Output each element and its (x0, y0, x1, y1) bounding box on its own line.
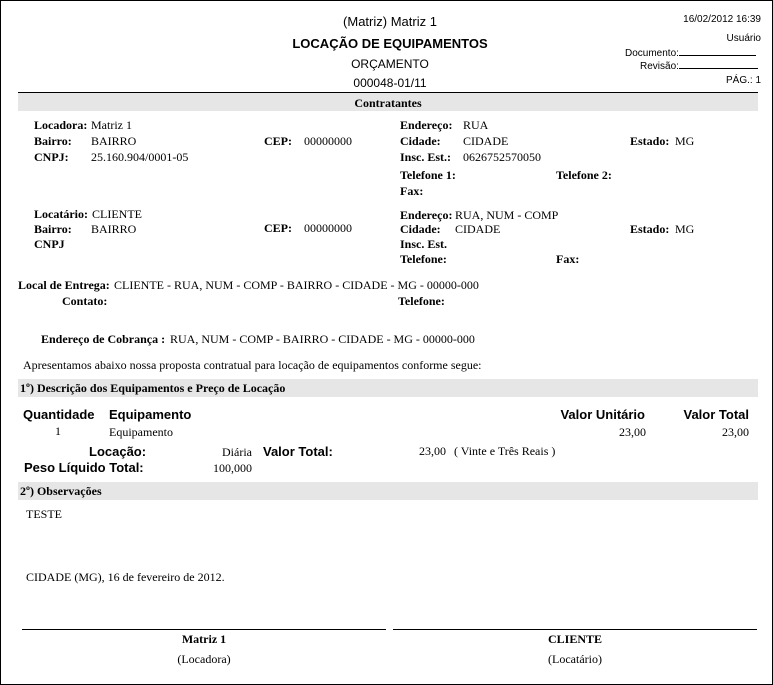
document-label: Documento: (625, 48, 679, 59)
locadora-cnpj-label: CNPJ: (34, 150, 69, 164)
locatario-cep: 00000000 (304, 221, 352, 235)
locadora-bairro: BAIRRO (91, 134, 137, 148)
locatario-endereco-label: Endereço: (400, 208, 453, 222)
contratantes-title: Contratantes (354, 96, 422, 110)
locadora-endereco: RUA (463, 118, 489, 132)
entrega-telefone-label: Telefone: (398, 294, 445, 308)
col-equipamento: Equipamento (109, 407, 192, 422)
locadora-tel1-label: Telefone 1: (400, 168, 456, 182)
signature-left-name: Matriz 1 (181, 632, 227, 646)
revision-label: Revisão: (640, 61, 679, 72)
locatario-cnpj-label: CNPJ (34, 237, 65, 251)
locadora-cep-label: CEP: (264, 134, 292, 148)
place-date: CIDADE (MG), 16 de fevereiro de 2012. (26, 570, 225, 584)
intro-text: Apresentamos abaixo nossa proposta contratual para locação de equipamentos conforme segue: (23, 358, 482, 372)
locatario-endereco: RUA, NUM - COMP (455, 208, 559, 222)
locadora-endereco-label: Endereço: (400, 118, 453, 132)
section1-title: 1º) Descrição dos Equipamentos e Preço de Locação (20, 381, 286, 395)
signature-left-role: (Locadora) (177, 652, 231, 666)
item-total: 23,00 (722, 425, 749, 439)
page-number: PÁG.: 1 (725, 75, 761, 86)
valor-total-value: 23,00 (419, 444, 446, 458)
company-name: (Matriz) Matriz 1 (343, 14, 437, 29)
locatario-estado-label: Estado: (630, 222, 670, 236)
locadora-insc-label: Insc. Est.: (400, 150, 452, 164)
item-equip: Equipamento (109, 425, 173, 439)
document-underline (679, 46, 756, 56)
document-field (625, 46, 756, 59)
peso-value: 100,000 (213, 461, 252, 475)
valor-total-label: Valor Total: (263, 444, 333, 459)
locadora-cidade: CIDADE (463, 134, 509, 148)
locadora-tel2-label: Telefone 2: (556, 168, 612, 182)
locatario-bairro: BAIRRO (91, 222, 137, 236)
locatario-estado: MG (675, 222, 695, 236)
col-quantidade: Quantidade (23, 407, 95, 422)
cobranca-address: RUA, NUM - COMP - BAIRRO - CIDADE - MG - 00000-000 (170, 332, 475, 346)
section2-band (18, 482, 758, 500)
document-number: 000048-01/11 (353, 76, 427, 90)
locatario-cidade-label: Cidade: (400, 222, 441, 236)
signature-right-name: CLIENTE (547, 632, 603, 646)
peso-label: Peso Líquido Total: (24, 460, 144, 475)
locacao-label: Locação: (89, 444, 147, 459)
document-title: LOCAÇÃO DE EQUIPAMENTOS (292, 36, 488, 51)
locatario-bairro-label: Bairro: (34, 222, 72, 236)
locatario-tel-label: Telefone: (400, 252, 447, 266)
revision-underline (679, 59, 758, 69)
locadora-name: Matriz 1 (91, 118, 132, 132)
entrega-label: Local de Entrega: (18, 278, 110, 292)
item-unit: 23,00 (619, 425, 646, 439)
entrega-address: CLIENTE - RUA, NUM - COMP - BAIRRO - CIDADE - MG - 00000-000 (114, 278, 479, 292)
locadora-estado-label: Estado: (630, 134, 670, 148)
col-valor-unitario: Valor Unitário (560, 407, 645, 422)
locadora-fax-label: Fax: (400, 184, 424, 198)
item-qty: 1 (55, 424, 61, 438)
cobranca-label: Endereço de Cobrança : (41, 332, 166, 346)
signature-right-role: (Locatário) (548, 652, 602, 666)
locadora-insc: 0626752570050 (463, 150, 541, 164)
locacao-value: Diária (222, 445, 252, 459)
locatario-insc-label: Insc. Est. (400, 237, 448, 251)
locadora-cep: 00000000 (304, 134, 352, 148)
revision-field (640, 59, 758, 72)
signature-line-right (393, 629, 757, 630)
locadora-estado: MG (675, 134, 695, 148)
user-name: Usuário (726, 33, 761, 44)
locadora-label: Locadora: (34, 118, 88, 132)
print-datetime: 16/02/2012 16:39 (683, 14, 761, 25)
contato-label: Contato: (62, 294, 108, 308)
signature-line-left (22, 629, 386, 630)
locatario-name: CLIENTE (92, 207, 142, 221)
locatario-fax-label: Fax: (556, 252, 580, 266)
observacoes-text: TESTE (26, 507, 62, 521)
col-valor-total: Valor Total (683, 407, 749, 422)
locatario-label: Locatário: (34, 207, 88, 221)
locadora-cidade-label: Cidade: (400, 134, 441, 148)
locatario-cep-label: CEP: (264, 221, 292, 235)
document-subtitle: ORÇAMENTO (351, 57, 429, 71)
section2-title: 2º) Observações (20, 484, 102, 498)
valor-extenso: ( Vinte e Três Reais ) (454, 444, 556, 458)
locadora-cnpj: 25.160.904/0001-05 (91, 150, 189, 164)
locadora-bairro-label: Bairro: (34, 134, 72, 148)
locatario-cidade: CIDADE (455, 222, 501, 236)
